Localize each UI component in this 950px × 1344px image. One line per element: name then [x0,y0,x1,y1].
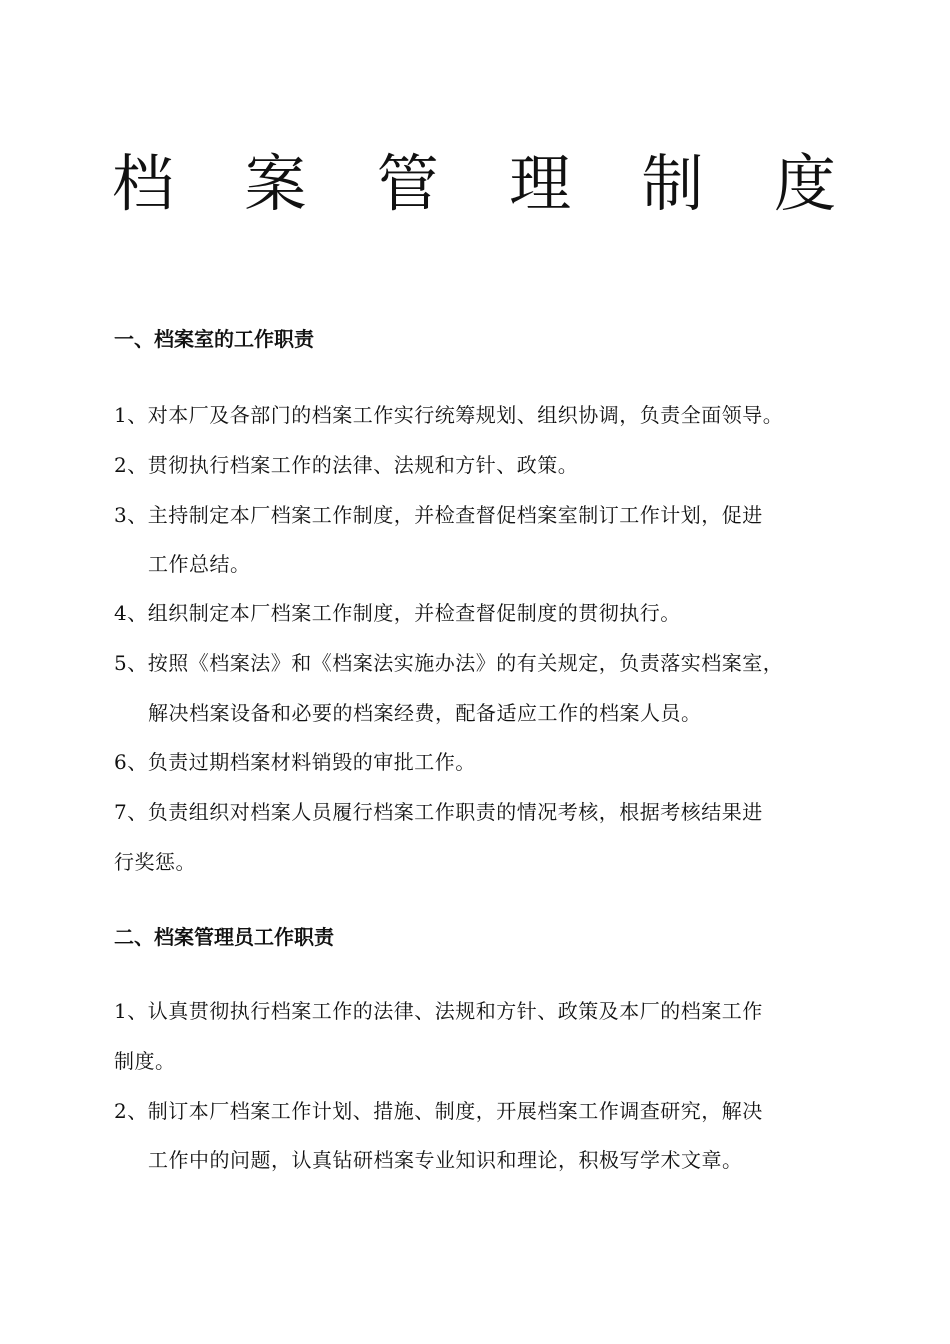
title-char: 度 [773,147,836,220]
list-item-continuation: 行奖惩。 [114,850,196,874]
list-item-continuation: 解决档案设备和必要的档案经费，配备适应工作的档案人员。 [148,701,702,725]
section-heading-2: 二、档案管理员工作职责 [114,925,334,949]
list-item: 1、认真贯彻执行档案工作的法律、法规和方针、政策及本厂的档案工作 [114,999,763,1023]
list-item: 7、负责组织对档案人员履行档案工作职责的情况考核，根据考核结果进 [114,800,763,824]
list-item-continuation: 工作总结。 [148,552,251,576]
list-item: 2、贯彻执行档案工作的法律、法规和方针、政策。 [114,453,579,477]
title-char: 制 [641,147,704,220]
list-item: 6、负责过期档案材料销毁的审批工作。 [114,750,476,774]
list-item: 5、按照《档案法》和《档案法实施办法》的有关规定，负责落实档案室， [114,651,784,675]
title-char: 案 [244,147,307,220]
list-item: 2、制订本厂档案工作计划、措施、制度，开展档案工作调查研究，解决 [114,1099,763,1123]
title-char: 档 [112,147,175,220]
section-heading-1: 一、档案室的工作职责 [114,327,314,351]
list-item-continuation: 制度。 [114,1049,176,1073]
list-item: 4、组织制定本厂档案工作制度，并检查督促制度的贯彻执行。 [114,601,681,625]
title-char: 理 [509,147,572,220]
list-item: 1、对本厂及各部门的档案工作实行统筹规划、组织协调，负责全面领导。 [114,403,784,427]
list-item-continuation: 工作中的问题，认真钻研档案专业知识和理论，积极写学术文章。 [148,1148,743,1172]
document-title [112,148,836,220]
list-item: 3、主持制定本厂档案工作制度，并检查督促档案室制订工作计划，促进 [114,503,763,527]
title-char: 管 [376,147,439,220]
